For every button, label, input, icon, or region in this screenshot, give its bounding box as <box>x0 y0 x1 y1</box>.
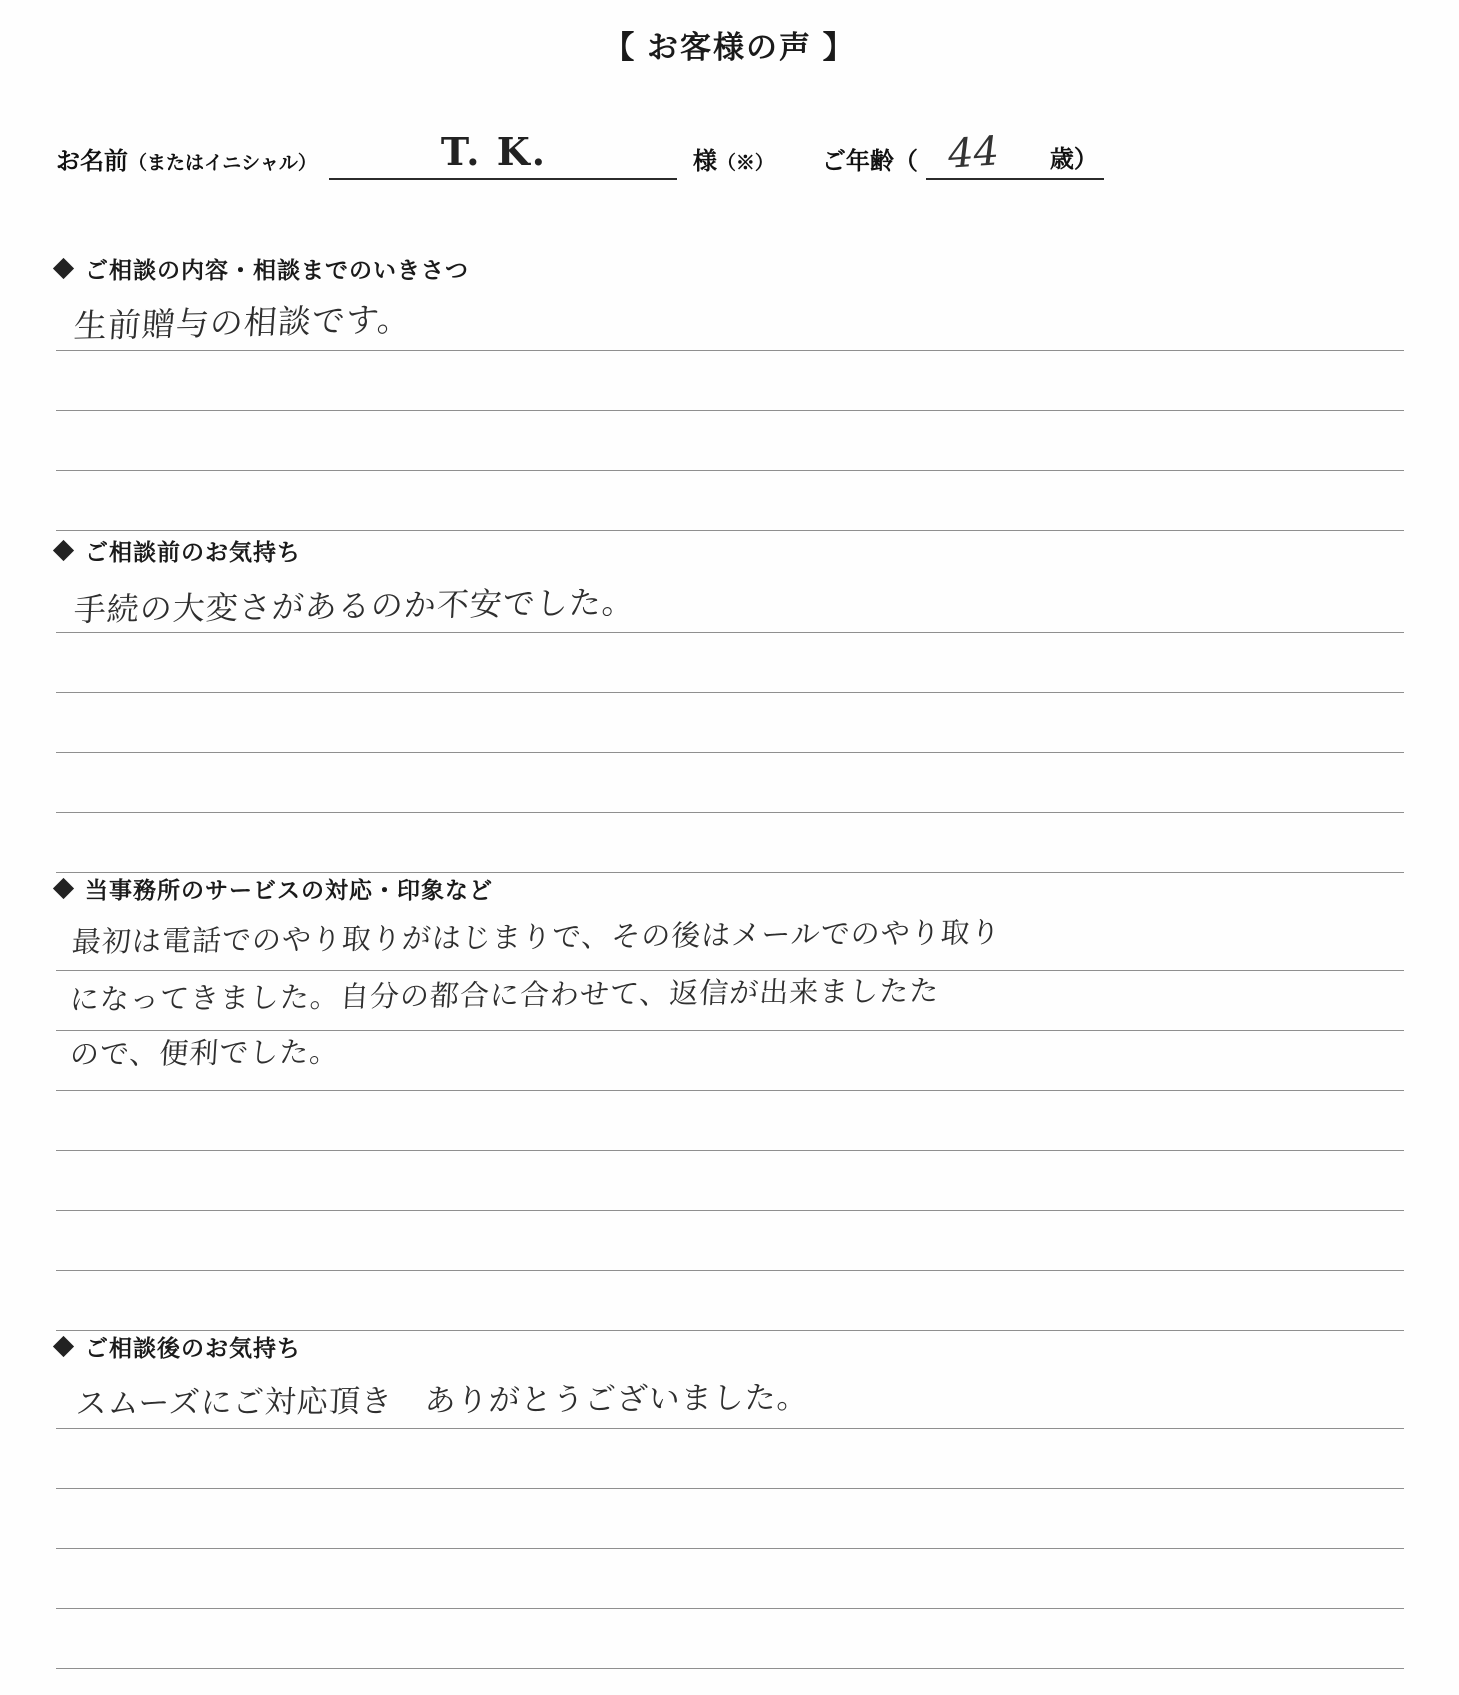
section-consultation-content <box>56 252 1404 531</box>
rule-line <box>56 753 1404 813</box>
section-heading <box>56 872 1404 905</box>
rule-line <box>56 633 1404 693</box>
name-age-row <box>56 128 1396 180</box>
rule-line <box>56 1091 1404 1151</box>
age-open-paren: （ <box>893 148 918 175</box>
rule-line <box>56 1429 1404 1489</box>
name-label-sub: （またはイニシャル） <box>128 153 317 174</box>
age-label <box>822 141 918 180</box>
rule-line <box>56 411 1404 471</box>
section-heading-text: ご相談前のお気持ち <box>85 539 301 565</box>
handwritten-answer-line: 手続の大変さがあるのか不安でした。 <box>72 583 636 629</box>
section-heading <box>56 534 1404 567</box>
section-heading-text: 当事務所のサービスの対応・印象など <box>85 877 493 903</box>
age-value: 44 <box>946 128 1001 178</box>
rule-line <box>56 1609 1404 1669</box>
page-title: 【 お客様の声 】 <box>603 30 856 65</box>
name-label-main: お名前 <box>56 148 128 175</box>
diamond-bullet-icon <box>53 1336 74 1357</box>
name-label <box>56 141 317 180</box>
age-label-text: ご年齢 <box>821 148 894 175</box>
rule-line <box>56 1211 1404 1271</box>
handwritten-answer-line: になってきました。自分の都合に合わせて、返信が出来ましたた <box>68 973 941 1017</box>
section-feelings-after <box>56 1330 1404 1669</box>
rule-line <box>56 813 1404 873</box>
diamond-bullet-icon <box>53 258 74 279</box>
handwritten-answer-line: 最初は電話でのやり取りがはじまりで、その後はメールでのやり取り <box>70 915 1002 959</box>
name-field[interactable] <box>329 129 677 180</box>
section-service-impression <box>56 872 1404 1331</box>
age-field[interactable] <box>926 128 1104 180</box>
answer-area[interactable] <box>56 573 1404 873</box>
rule-line <box>56 1549 1404 1609</box>
section-feelings-before <box>56 534 1404 873</box>
sama-label <box>693 141 774 180</box>
rule-line <box>56 471 1404 531</box>
rule-line <box>56 1489 1404 1549</box>
rule-line <box>56 1151 1404 1211</box>
answer-area[interactable] <box>56 291 1404 531</box>
section-heading <box>56 1330 1404 1363</box>
name-value: T. K. <box>440 129 547 174</box>
rule-line <box>56 693 1404 753</box>
diamond-bullet-icon <box>53 878 74 899</box>
rule-line <box>56 351 1404 411</box>
handwritten-answer-line: スムーズにご対応頂き ありがとうございました。 <box>75 1379 810 1423</box>
section-heading <box>56 252 1404 285</box>
sama-note: （※） <box>716 153 774 174</box>
section-heading-text: ご相談の内容・相談までのいきさつ <box>85 257 469 283</box>
rule-line <box>56 1271 1404 1331</box>
answer-area[interactable] <box>56 1369 1404 1669</box>
age-suffix: 歳） <box>1049 146 1098 173</box>
handwritten-answer-line: ので、便利でした。 <box>68 1034 341 1072</box>
section-heading-text: ご相談後のお気持ち <box>85 1335 301 1361</box>
answer-area[interactable] <box>56 911 1404 1331</box>
sama-text: 様 <box>692 148 717 175</box>
handwritten-answer-line: 生前贈与の相談です。 <box>72 299 413 346</box>
diamond-bullet-icon <box>53 540 74 561</box>
